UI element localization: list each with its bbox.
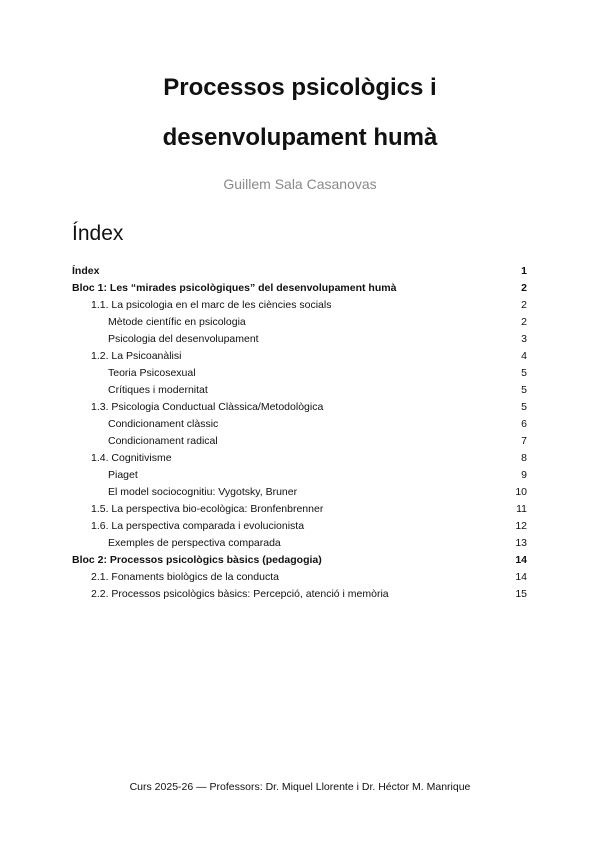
toc-entry-label[interactable]: 1.1. La psicologia en el marc de les ciències socials	[91, 299, 332, 311]
toc-entry-page-number[interactable]: 4	[521, 350, 527, 362]
toc-entry-label[interactable]: 1.2. La Psicoanàlisi	[91, 350, 182, 362]
toc-entry-page-number[interactable]: 3	[521, 333, 527, 345]
toc-entry[interactable]	[72, 535, 528, 552]
toc-entry-page-number[interactable]: 1	[521, 265, 527, 277]
toc-entry-page-number[interactable]: 10	[515, 486, 527, 498]
toc-entry[interactable]	[72, 433, 528, 450]
toc-entry[interactable]	[72, 399, 528, 416]
toc-entry-label[interactable]: Teoria Psicosexual	[108, 367, 196, 379]
toc-entry-page-number[interactable]: 12	[515, 520, 527, 532]
toc-entry-page-number[interactable]: 2	[521, 316, 527, 328]
toc-entry-label[interactable]: Bloc 2: Processos psicològics bàsics (pedagogia)	[72, 554, 322, 566]
toc-entry-label[interactable]: Crítiques i modernitat	[108, 384, 208, 396]
toc-entry[interactable]	[72, 297, 528, 314]
toc-entry[interactable]	[72, 484, 528, 501]
toc-entry-page-number[interactable]: 9	[521, 469, 527, 481]
toc-entry[interactable]	[72, 467, 528, 484]
toc-entry-label[interactable]: Índex	[72, 265, 100, 277]
toc-entry[interactable]	[72, 280, 528, 297]
document-author: Guillem Sala Casanovas	[223, 176, 377, 192]
toc-entry-page-number[interactable]: 5	[521, 367, 527, 379]
toc-entry[interactable]	[72, 501, 528, 518]
toc-entry-label[interactable]: 1.5. La perspectiva bio-ecològica: Bronfenbrenner	[91, 503, 324, 515]
toc-entry-label[interactable]: 2.2. Processos psicològics bàsics: Percepció, atenció i memòria	[91, 588, 389, 600]
toc-entry-page-number[interactable]: 8	[521, 452, 527, 464]
toc-entry-label[interactable]: El model sociocognitiu: Vygotsky, Bruner	[108, 486, 298, 498]
toc-entry[interactable]	[72, 569, 528, 586]
toc-entry-page-number[interactable]: 15	[515, 588, 527, 600]
toc-entry[interactable]	[72, 382, 528, 399]
toc-entry-label[interactable]: 1.4. Cognitivisme	[91, 452, 172, 464]
toc-entry[interactable]	[72, 552, 528, 569]
toc-entry-label[interactable]: Mètode científic en psicologia	[108, 316, 246, 328]
document-title-line-2: desenvolupament humà	[162, 124, 438, 151]
toc-entry[interactable]	[72, 331, 528, 348]
document-footer: Curs 2025-26 — Professors: Dr. Miquel Llorente i Dr. Héctor M. Manrique	[129, 781, 471, 793]
toc-entry[interactable]	[72, 263, 528, 280]
toc-entry[interactable]	[72, 450, 528, 467]
document-title-line-1: Processos psicològics i	[163, 74, 437, 101]
toc-entry-label[interactable]: Bloc 1: Les “mirades psicològiques” del desenvolupament humà	[72, 282, 397, 294]
toc-entry-label[interactable]: Piaget	[108, 469, 138, 481]
table-of-contents	[72, 263, 528, 603]
toc-entry-page-number[interactable]: 5	[521, 384, 527, 396]
toc-entry[interactable]	[72, 518, 528, 535]
toc-entry-page-number[interactable]: 5	[521, 401, 527, 413]
toc-entry-page-number[interactable]: 14	[515, 571, 527, 583]
toc-entry-page-number[interactable]: 11	[516, 503, 527, 515]
toc-entry-label[interactable]: 2.1. Fonaments biològics de la conducta	[91, 571, 279, 583]
toc-entry-label[interactable]: 1.3. Psicologia Conductual Clàssica/Metodològica	[91, 401, 324, 413]
toc-entry-label[interactable]: 1.6. La perspectiva comparada i evolucionista	[91, 520, 305, 532]
toc-entry-page-number[interactable]: 14	[515, 554, 527, 566]
toc-entry-page-number[interactable]: 2	[521, 282, 527, 294]
toc-entry-label[interactable]: Condicionament clàssic	[108, 418, 219, 430]
toc-entry-page-number[interactable]: 7	[521, 435, 527, 447]
toc-entry-label[interactable]: Psicologia del desenvolupament	[108, 333, 259, 345]
toc-entry[interactable]	[72, 314, 528, 331]
index-heading: Índex	[72, 222, 124, 245]
toc-entry[interactable]	[72, 586, 528, 603]
toc-entry-label[interactable]: Exemples de perspectiva comparada	[108, 537, 281, 549]
toc-entry[interactable]	[72, 348, 528, 365]
toc-entry[interactable]	[72, 365, 528, 382]
toc-entry-page-number[interactable]: 13	[515, 537, 527, 549]
toc-entry-label[interactable]: Condicionament radical	[108, 435, 218, 447]
toc-entry[interactable]	[72, 416, 528, 433]
toc-entry-page-number[interactable]: 2	[521, 299, 527, 311]
toc-entry-page-number[interactable]: 6	[521, 418, 527, 430]
